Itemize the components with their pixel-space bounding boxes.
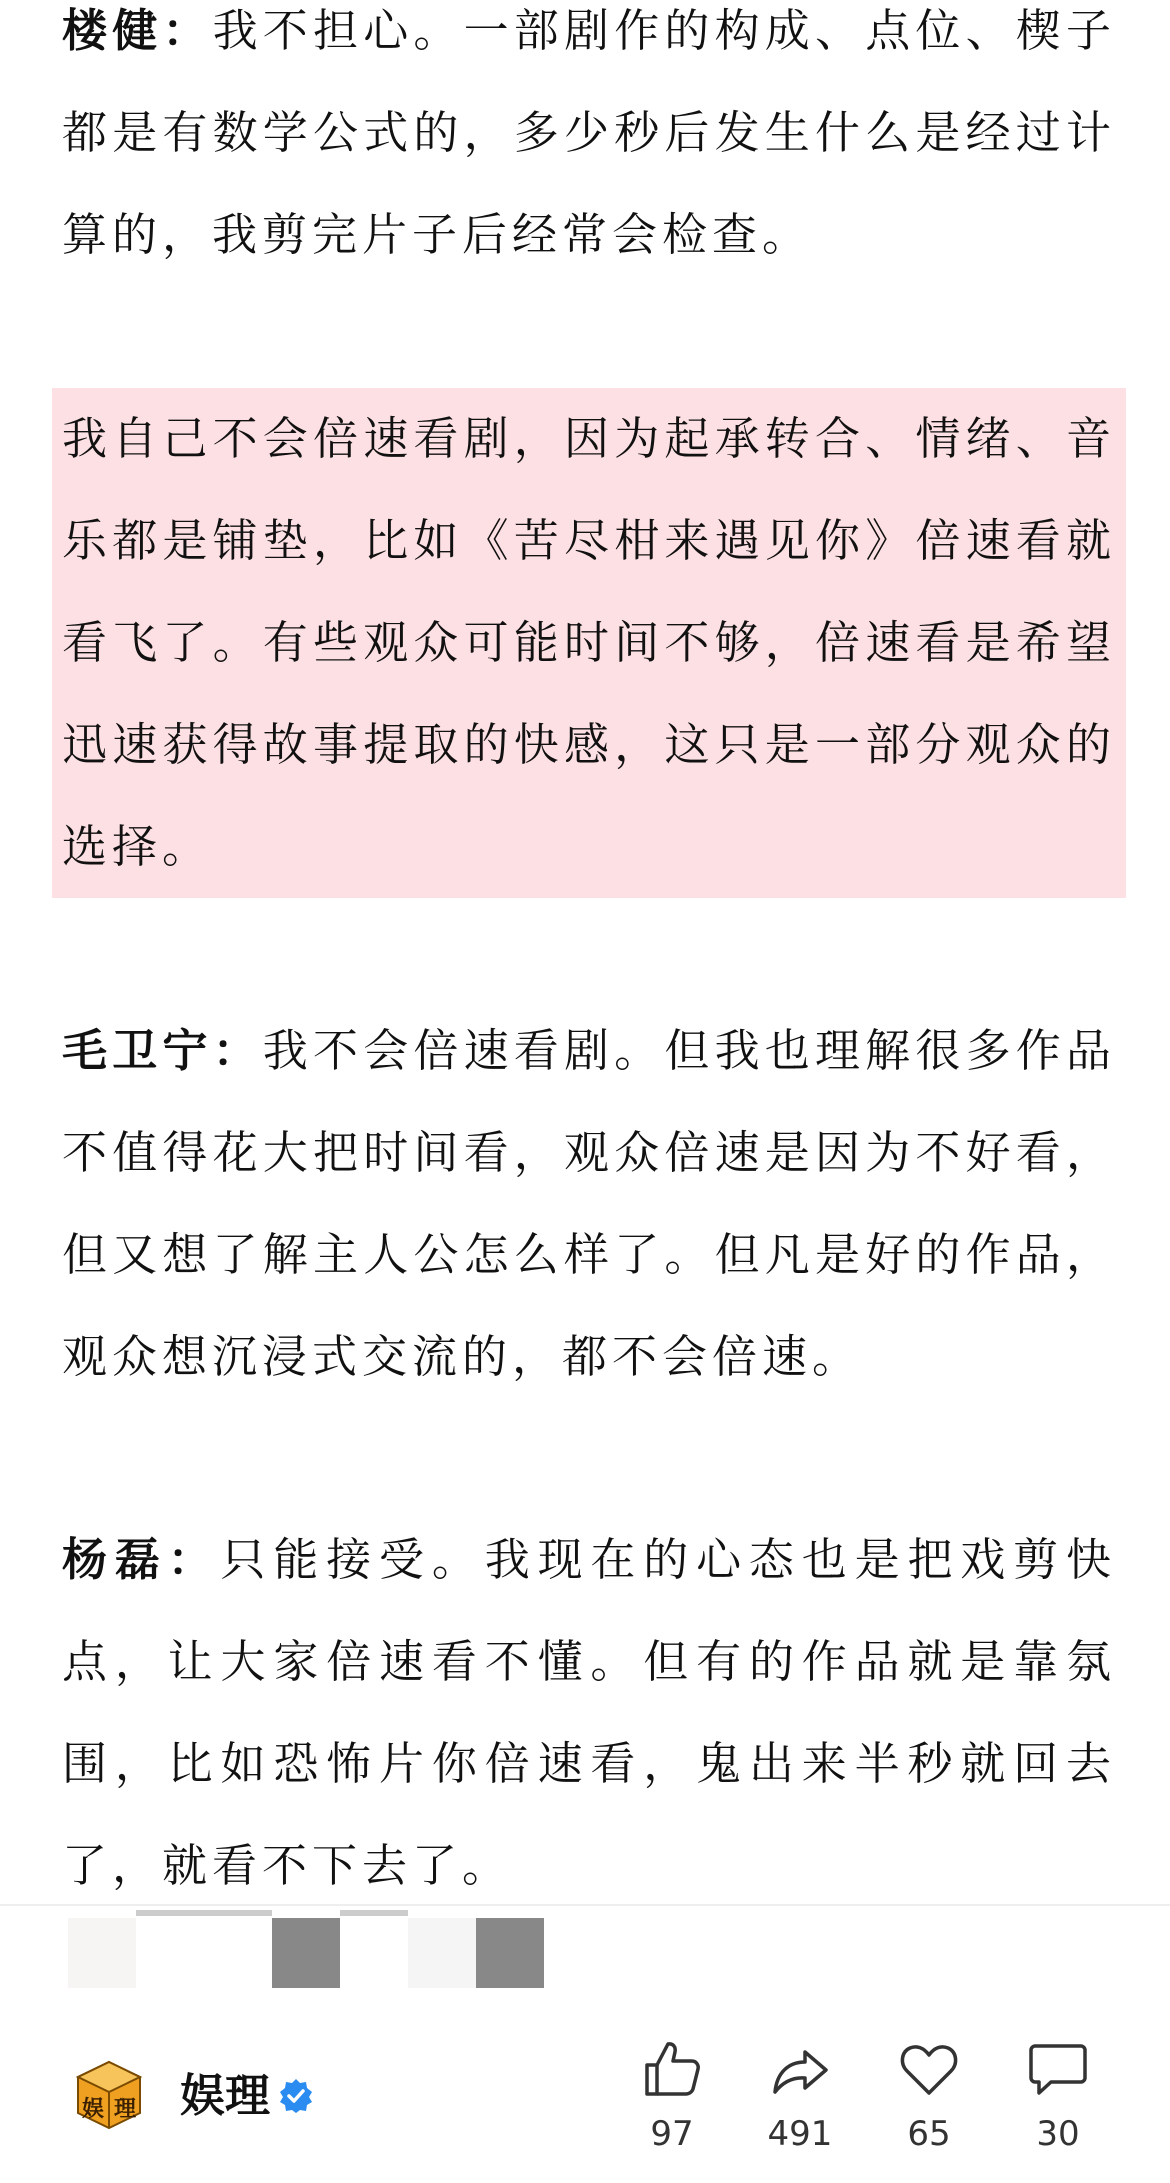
paragraph-yanglei — [62, 1509, 1116, 1917]
share-button[interactable] — [755, 2038, 845, 2154]
comment-count: 30 — [1036, 2114, 1080, 2154]
placeholder-bar — [340, 1910, 408, 1916]
comment-icon — [1027, 2038, 1089, 2100]
paragraph-text: 我自己不会倍速看剧，因为起承转合、情绪、音乐都是铺垫，比如《苦尽柑来遇见你》倍速看就看飞了。有些观众可能时间不够，倍速看是希望迅速获得故事提取的快感，这只是一部分观众的选择。 — [62, 412, 1116, 873]
post-footer — [0, 2010, 1170, 2183]
paragraph-text: 只能接受。我现在的心态也是把戏剪快点，让大家倍速看不懂。但有的作品就是靠氛围，比如恐怖片你倍速看，鬼出来半秒就回去了，就看不下去了。 — [62, 1533, 1116, 1892]
heart-icon — [898, 2038, 960, 2100]
logo-cube-icon — [74, 2060, 144, 2130]
footer-divider — [0, 1904, 1170, 1906]
verified-badge-icon — [278, 2078, 314, 2114]
author-avatar[interactable] — [74, 2060, 144, 2130]
logo-text: 娱 — [81, 2097, 105, 2122]
comment-button[interactable] — [1013, 2038, 1103, 2154]
favorite-count: 65 — [907, 2114, 951, 2154]
paragraph-maoweining — [62, 1000, 1116, 1408]
speaker-name: 楼健： — [62, 4, 213, 57]
placeholder-block — [136, 1918, 272, 1988]
speaker-name: 杨磊： — [62, 1533, 221, 1586]
share-count: 491 — [767, 2114, 833, 2154]
logo-text: 理 — [113, 2097, 137, 2122]
author-name[interactable]: 娱理 — [180, 2069, 271, 2122]
favorite-button[interactable] — [884, 2038, 974, 2154]
like-count: 97 — [650, 2114, 694, 2154]
thumbs-up-icon — [641, 2038, 703, 2100]
paragraph-text: 我不担心。一部剧作的构成、点位、楔子都是有数学公式的，多少秒后发生什么是经过计算的，我剪完片子后经常会检查。 — [62, 4, 1116, 261]
placeholder-strip — [68, 1918, 544, 1988]
like-button[interactable] — [627, 2038, 717, 2154]
share-icon — [769, 2038, 831, 2100]
placeholder-block — [272, 1918, 340, 1988]
speaker-name: 毛卫宁： — [62, 1024, 263, 1077]
paragraph-text: 我不会倍速看剧。但我也理解很多作品不值得花大把时间看，观众倍速是因为不好看，但又想了解主人公怎么样了。但凡是好的作品，观众想沉浸式交流的，都不会倍速。 — [62, 1024, 1116, 1383]
placeholder-block — [340, 1918, 408, 1988]
placeholder-block — [408, 1918, 476, 1988]
highlighted-paragraph — [52, 388, 1126, 898]
placeholder-bar — [136, 1910, 272, 1916]
placeholder-block — [476, 1918, 544, 1988]
paragraph-loujian — [62, 0, 1116, 286]
placeholder-block — [68, 1918, 136, 1988]
